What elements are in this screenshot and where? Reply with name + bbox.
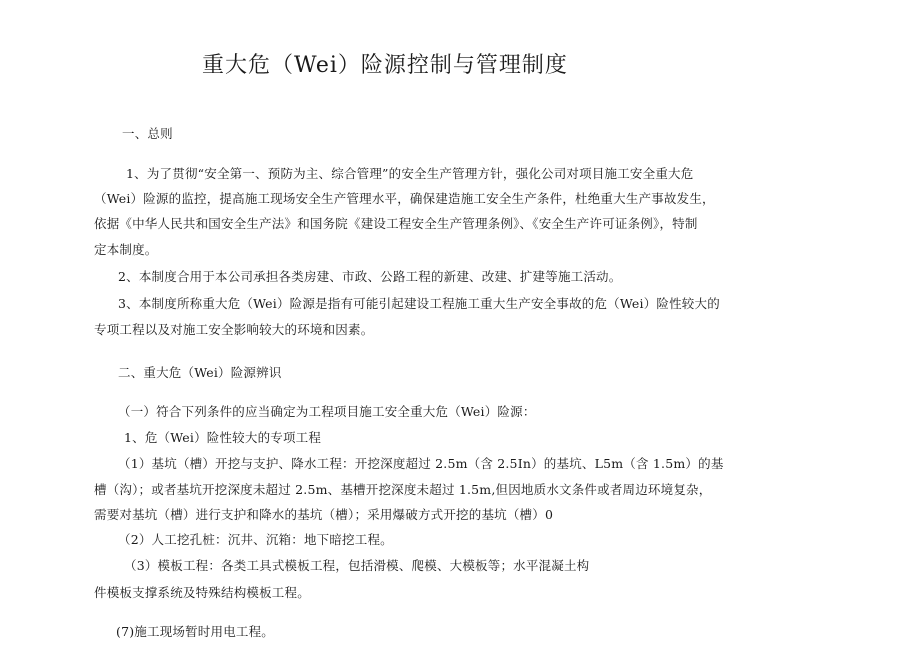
- paragraph-line: (7)施工现场暂时用电工程。: [116, 624, 275, 639]
- paragraph-line: 需要对基坑（槽）进行支护和降水的基坑（槽）；采用爆破方式开挖的基坑（槽）0: [94, 507, 554, 522]
- paragraph-line: 1、为了贯彻“安全第一、预防为主、综合管理”的安全生产管理方针，强化公司对项目施工安全重大危: [126, 166, 694, 181]
- list-item-heading: 1、危（Wei）险性较大的专项工程: [124, 430, 322, 445]
- document-title: 重大危（Wei）险源控制与管理制度: [202, 53, 568, 78]
- paragraph-line: （2）人工挖孔桩：沉井、沉箱：地下暗挖工程。: [118, 532, 393, 547]
- paragraph-line: 依据《中华人民共和国安全生产法》和国务院《建设工程安全生产管理条例》、《安全生产许可证条例》，特制: [94, 216, 698, 231]
- paragraph-line: （3）模板工程：各类工具式模板工程，包括滑模、爬模、大模板等；水平混凝土构: [124, 558, 590, 573]
- paragraph-line: 2、本制度合用于本公司承担各类房建、市政、公路工程的新建、改建、扩建等施工活动。: [118, 269, 622, 284]
- paragraph-line: （Wei）险源的监控，提高施工现场安全生产管理水平，确保建造施工安全生产条件，杜绝重大生产事故发生，: [94, 191, 715, 206]
- section-heading-general: 一、总则: [122, 126, 173, 141]
- section-heading-hazard-identification: 二、重大危（Wei）险源辨识: [118, 365, 282, 380]
- subsection-heading: （一）符合下列条件的应当确定为工程项目施工安全重大危（Wei）险源：: [118, 404, 536, 419]
- paragraph-line: 槽（沟）；或者基坑开挖深度未超过 2.5m、基槽开挖深度未超过 1.5m,但因地质水文条件或者周边环境复杂，: [94, 482, 712, 497]
- paragraph-line: 定本制度。: [94, 242, 158, 257]
- paragraph-line: （1）基坑（槽）开挖与支护、降水工程：开挖深度超过 2.5m（含 2.5In）的基坑、L5m（含 1.5m）的基: [118, 456, 724, 471]
- paragraph-line: 件模板支撑系统及特殊结构模板工程。: [94, 585, 310, 600]
- paragraph-line: 3、本制度所称重大危（Wei）险源是指有可能引起建设工程施工重大生产安全事故的危（Wei）险性较大的: [118, 296, 720, 311]
- paragraph-line: 专项工程以及对施工安全影响较大的环境和因素。: [94, 322, 374, 337]
